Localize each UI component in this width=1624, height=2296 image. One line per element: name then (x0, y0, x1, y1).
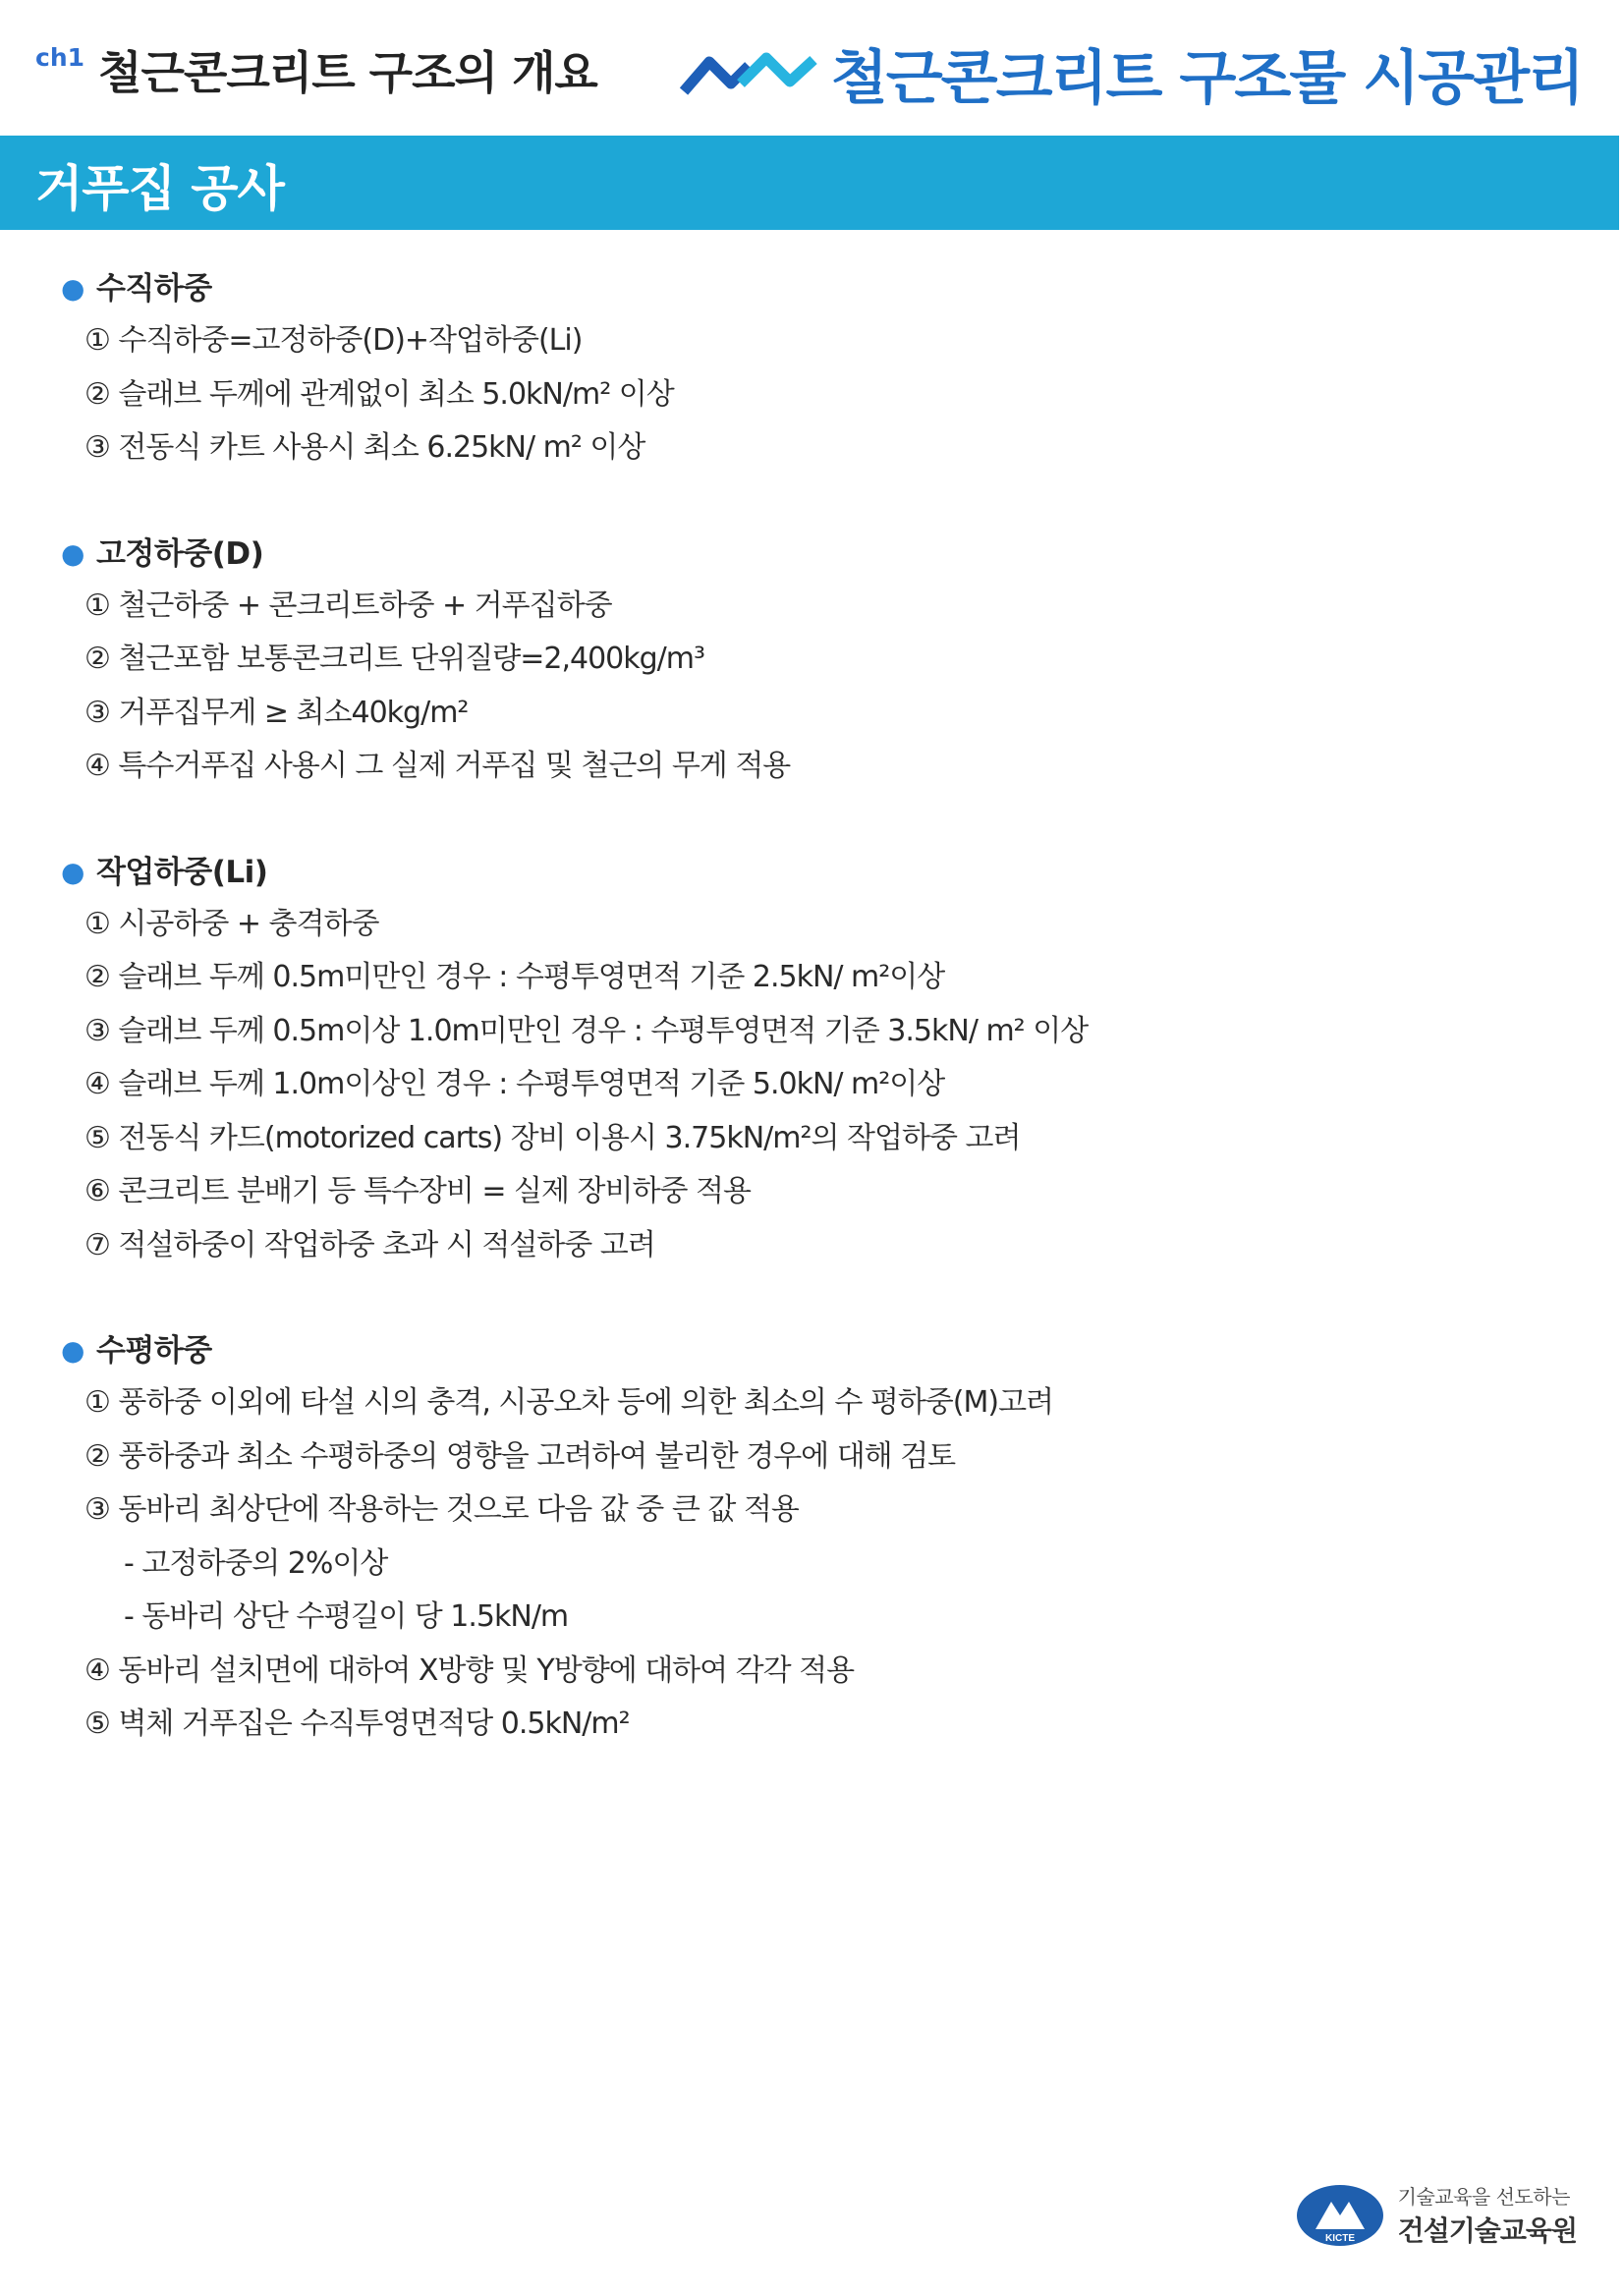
sub-list-item: - 고정하중의 2%이상 (124, 1545, 388, 1581)
bullet-icon: ● (61, 1334, 84, 1367)
section-vertical-load (61, 263, 1574, 476)
bullet-icon: ● (61, 536, 84, 570)
sub-list-item: - 동바리 상단 수평길이 당 1.5kN/m (124, 1599, 569, 1634)
bullet-icon: ● (61, 272, 84, 305)
list-item: ① 시공하중 + 충격하중 (84, 906, 379, 941)
section-work-load (61, 847, 1574, 1273)
content (61, 263, 1574, 1805)
section-title: ● 고정하중(D) (61, 529, 1574, 580)
section-banner (0, 136, 1619, 230)
list-item: ③ 동바리 최상단에 작용하는 것으로 다음 값 중 큰 값 적용 (84, 1492, 799, 1527)
brand (680, 31, 1583, 116)
list-item: ① 철근하중 + 콘크리트하중 + 거푸집하중 (84, 588, 612, 623)
list-item: ④ 특수거푸집 사용시 그 실제 거푸집 및 철근의 무게 적용 (84, 749, 791, 783)
brand-title: 철근콘크리트 구조물 시공관리 (830, 44, 1583, 113)
list-item: ④ 동바리 설치면에 대하여 X방향 및 Y방향에 대하여 각각 적용 (84, 1652, 855, 1688)
chapter-title: 철근콘크리트 구조의 개요 (98, 46, 597, 99)
section-dead-load (61, 529, 1574, 794)
list-item: ③ 전동식 카트 사용시 최소 6.25kN/ m² 이상 (84, 430, 645, 465)
list-item: ⑥ 콘크리트 분배기 등 특수장비 = 실제 장비하중 적용 (84, 1174, 751, 1208)
list-item: ② 철근포함 보통콘크리트 단위질량=2,400kg/m³ (84, 642, 705, 676)
bullet-icon: ● (61, 855, 84, 888)
list-item: ② 슬래브 두께 0.5m미만인 경우 : 수평투영면적 기준 2.5kN/ m²이상 (84, 960, 945, 994)
footer (1296, 2181, 1577, 2249)
list-item: ⑤ 전동식 카드(motorized carts) 장비 이용시 3.75kN/m²의 작업하중 고려 (84, 1120, 1021, 1155)
footer-text (1398, 2181, 1577, 2249)
logo-text: KICTE (1324, 2232, 1355, 2244)
list-item: ③ 거푸집무게 ≥ 최소40kg/m² (84, 695, 469, 730)
footer-org-name: 건설기술교육원 (1397, 2214, 1577, 2247)
section-title: ● 작업하중(Li) (61, 847, 1574, 898)
list-item: ② 슬래브 두께에 관계없이 최소 5.0kN/m² 이상 (84, 376, 674, 412)
section-title: ● 수직하중 (61, 263, 1574, 314)
list-item: ⑦ 적설하중이 작업하중 초과 시 적설하중 고려 (84, 1227, 655, 1262)
list-item: ④ 슬래브 두께 1.0m이상인 경우 : 수평투영면적 기준 5.0kN/ m²이상 (84, 1067, 945, 1101)
kicte-logo-icon (1296, 2184, 1384, 2247)
footer-slogan: 기술교육을 선도하는 (1397, 2185, 1570, 2209)
section-horizontal-load (61, 1325, 1574, 1752)
list-item: ⑤ 벽체 거푸집은 수직투영면적당 0.5kN/m² (84, 1707, 630, 1741)
list-item: ② 풍하중과 최소 수평하중의 영향을 고려하여 불리한 경우에 대해 검토 (84, 1438, 956, 1474)
list-item: ① 풍하중 이외에 타설 시의 충격, 시공오차 등에 의한 최소의 수 평하중(M)고려 (84, 1385, 1054, 1420)
wave-logo-icon (680, 44, 817, 103)
banner-title: 거푸집 공사 (35, 160, 284, 217)
list-item: ③ 슬래브 두께 0.5m이상 1.0m미만인 경우 : 수평투영면적 기준 3.5kN/ m² 이상 (84, 1013, 1089, 1048)
list-item: ① 수직하중=고정하중(D)+작업하중(Li) (84, 323, 583, 358)
chapter-tag: ch1 (35, 43, 85, 72)
section-title: ● 수평하중 (61, 1325, 1574, 1376)
page-header (0, 0, 1624, 136)
chapter-heading (35, 37, 597, 102)
